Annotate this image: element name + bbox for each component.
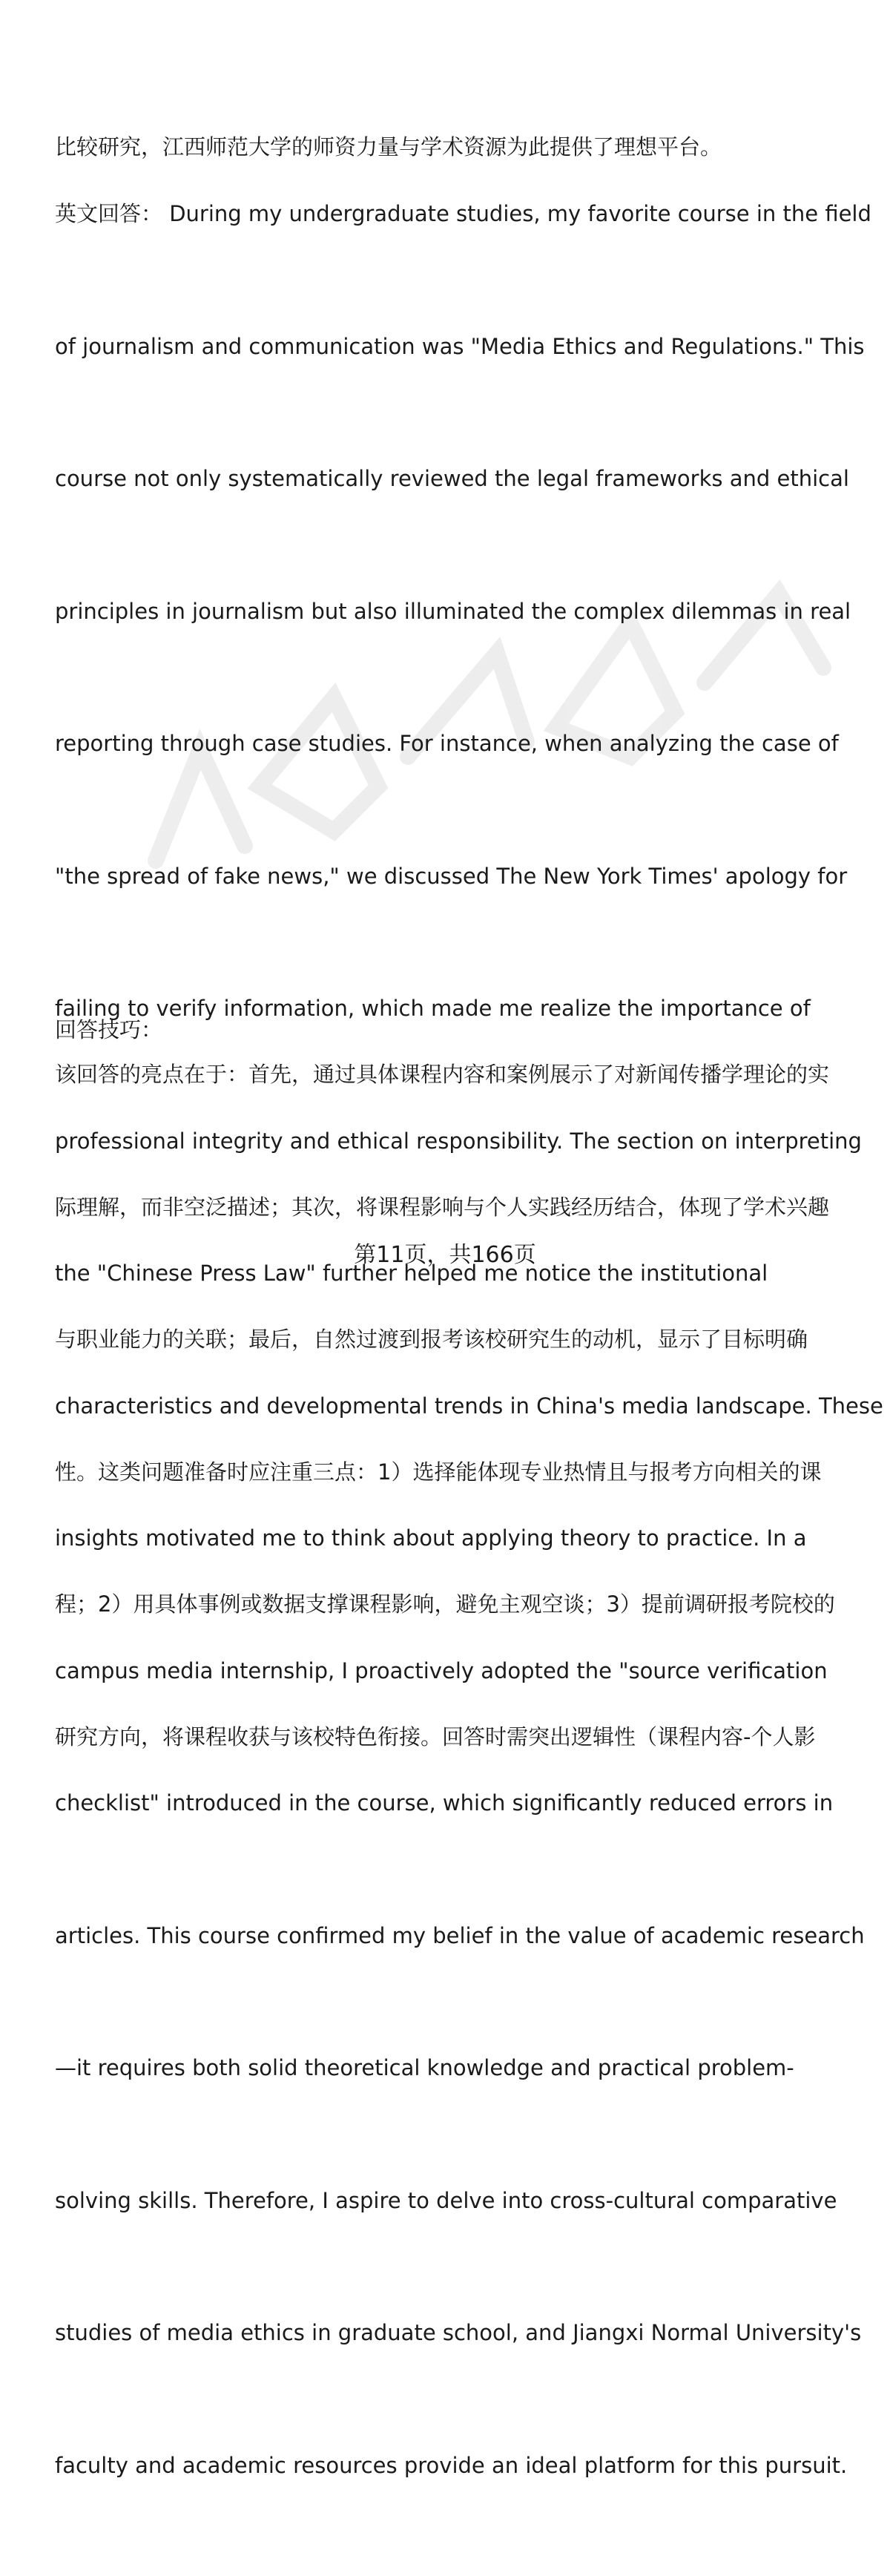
text-line: of journalism and communication was "Media Ethics and Regulations." This <box>55 333 865 359</box>
text-line: campus media internship, I proactively adopted the "source verification <box>55 1657 828 1683</box>
text-line: 比较研究，江西师范大学的师资力量与学术资源为此提供了理想平台。 <box>55 134 722 160</box>
text-line: failing to verify information, which made me realize the importance of <box>55 996 811 1021</box>
text-line: "the spread of fake news," we discussed The New York Times' apology for <box>55 863 848 889</box>
text-line: faculty and academic resources provide an ideal platform for this pursuit. <box>55 2452 848 2478</box>
paragraph-tips <box>55 965 883 1847</box>
text-line: characteristics and developmental trends in China's media landscape. These <box>55 1393 883 1419</box>
text-line: articles. This course confirmed my belief in the value of academic research <box>55 1922 865 1948</box>
text-line: 际理解，而非空泛描述；其次，将课程影响与个人实践经历结合，体现了学术兴趣 <box>55 1194 830 1220</box>
text-line: the "Chinese Press Law" further helped me notice the institutional <box>55 1261 768 1286</box>
text-line: 该回答的亮点在于：首先，通过具体课程内容和案例展示了对新闻传播学理论的实 <box>55 1062 830 1087</box>
text-line: —it requires both solid theoretical knowledge and practical problem- <box>55 2055 794 2080</box>
text-line: 与职业能力的关联；最后，自然过渡到报考该校研究生的动机，显示了目标明确 <box>55 1327 808 1352</box>
text-line: professional integrity and ethical responsibility. The section on interpreting <box>55 1128 862 1154</box>
text-line: 英文回答： During my undergraduate studies, my favorite course in the field <box>55 201 871 226</box>
page-number: 第11页，共166页 <box>354 1242 536 1268</box>
text-line: studies of media ethics in graduate school, and Jiangxi Normal University's <box>55 2320 862 2345</box>
text-line: checklist" introduced in the course, which significantly reduced errors in <box>55 1790 834 1816</box>
heading-text: 回答技巧： <box>55 1017 163 1042</box>
text-line: 研究方向，将课程收获与该校特色衔接。回答时需突出逻辑性（课程内容-个人影 <box>55 1724 816 1749</box>
text-line: 性。这类问题准备时应注重三点：1）选择能体现专业热情且与报考方向相关的课 <box>55 1459 822 1485</box>
text-line: course not only systematically reviewed the legal frameworks and ethical <box>55 466 849 491</box>
text-line: reporting through case studies. For instance, when analyzing the case of <box>55 731 839 756</box>
text-line: principles in journalism but also illuminated the complex dilemmas in real <box>55 598 851 624</box>
text-line: 程；2）用具体事例或数据支撑课程影响，避免主观空谈；3）提前调研报考院校的 <box>55 1591 835 1617</box>
text-line: solving skills. Therefore, I aspire to delve into cross-cultural comparative <box>55 2187 837 2213</box>
text-line: insights motivated me to think about applying theory to practice. In a <box>55 1525 807 1551</box>
